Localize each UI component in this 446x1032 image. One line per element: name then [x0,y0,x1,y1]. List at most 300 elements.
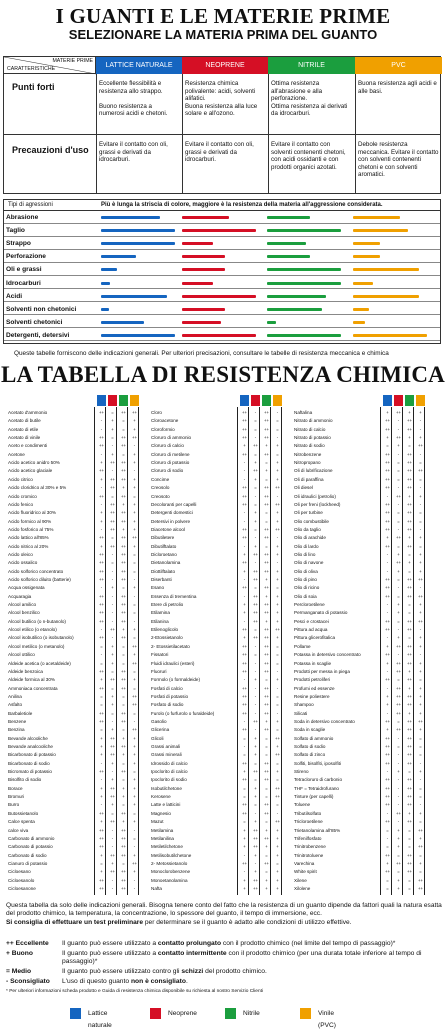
chem-rating: = [111,560,114,566]
chem-row [8,467,152,475]
chem-rating: ++ [99,577,104,582]
chem-rating: = [133,568,136,574]
chem-rating: + [111,660,114,666]
chem-name: Oli di paraffina [294,476,324,482]
chem-rating: - [243,543,246,549]
detail-note-tail: per determinare se il guanto è adatto alle condizioni di utilizzo effettive. [143,918,352,926]
chem-rating: = [111,668,114,674]
chem-rating: = [133,602,136,608]
chem-rating: ++ [242,802,247,808]
chem-rating: = [276,760,279,766]
chem-rating: - [243,468,246,474]
chem-rating: = [254,501,257,507]
materials-cell: Debole resistenza meccanica. Evitare il contatto con solventi contenenti chetoni e con solventi aromatici. [358,141,439,179]
chem-rating: = [133,610,136,616]
chem-row [294,760,438,768]
chem-row [8,434,152,442]
chem-row [151,501,295,509]
aggression-label: Acidi [6,292,23,300]
chem-rating: ++ [385,718,390,724]
chem-rating: + [133,819,136,825]
chem-rating: + [276,510,279,516]
chem-rating: = [397,869,400,875]
chem-rating: ++ [275,794,280,800]
corner-top-label: MATERIE PRIME [52,58,93,64]
chem-name: Barbaletiole [8,710,33,716]
chem-rating: = [254,426,257,432]
chem-rating: + [254,476,257,482]
chem-rating: - [100,802,103,808]
chem-rating: ++ [396,693,401,699]
chem-row [151,693,295,701]
chem-rating: + [254,744,257,749]
materials-cell: Evitare il contatto con solventi contenenti chetoni, con acidi ossidanti e con prodotti organici azotati. [271,141,346,171]
materials-cell: Eccellente flessibilità e resistenza allo strappo. Buono resistenza a numerosi acidi e chetoni. [99,80,168,118]
chem-rating: = [419,677,422,683]
chem-rating: = [111,810,114,816]
chem-rating: - [100,501,103,507]
chem-rating: = [254,777,257,783]
chem-rating: - [397,785,400,791]
chem-rating: ++ [99,560,104,566]
chem-row [8,768,152,776]
chem-name: Soda in scaglie [294,727,326,733]
rating-divider [391,407,392,895]
chem-rating: = [386,443,389,449]
chem-rating: - [111,635,114,641]
legend-text-bold: non è consigliato [130,978,186,985]
chem-rating: - [397,451,400,457]
chem-rating: + [397,835,400,841]
chem-rating: = [133,668,136,674]
aggression-row [4,278,440,290]
chem-rating: = [397,677,400,683]
chem-row [151,751,295,759]
chem-title: LA TABELLA DI RESISTENZA CHIMICA [1,362,445,387]
chem-rating: + [133,802,136,808]
rating-divider [270,407,271,895]
chem-rating: = [122,693,125,699]
chem-rating: - [100,627,103,633]
chem-rating: ++ [110,869,115,875]
chem-rating: = [276,693,279,699]
chem-rating: - [419,627,422,633]
chem-rating: + [397,610,400,616]
chem-rating: ++ [132,535,137,541]
chem-rating: ++ [121,885,126,891]
chem-row [8,718,152,726]
chem-name: Acido acetico glaciale [8,468,53,474]
chem-row [151,576,295,584]
chem-rating: + [133,585,136,591]
legend-text-post: con il prodotto chimico (nel limite del tempo di passaggio)* [221,940,396,947]
chem-name: calce viva [8,827,29,833]
chem-rating: + [419,835,422,841]
chem-row [151,484,295,492]
chem-name: Prodotti per messa in piega [294,668,350,674]
chem-row [294,601,438,609]
chem-rating: - [254,435,257,441]
chem-name: Olio di lardo [294,543,319,549]
chem-row [8,751,152,759]
chem-rating: ++ [407,735,412,741]
chem-rating: - [100,485,103,491]
chem-row [294,776,438,784]
chem-rating: ++ [385,426,390,432]
chem-rating: = [133,835,136,841]
chem-rating: = [276,802,279,808]
chem-rating: ++ [253,885,258,891]
aggression-row [4,238,440,250]
chem-rating: + [408,535,411,541]
chem-rating: ++ [418,593,423,599]
chem-row [151,818,295,826]
chem-row [151,676,295,684]
chem-row [294,801,438,809]
chem-rating: + [397,885,400,891]
chem-name: Trietanolamina all'85% [294,827,341,833]
chem-rating: ++ [99,685,104,691]
chem-rating: = [419,518,422,524]
chem-rating: = [122,451,125,457]
chem-rating: + [419,602,422,608]
chem-name: Metilanilina [151,835,174,841]
aggression-row [4,304,440,316]
chem-rating: ++ [121,677,126,683]
chem-row [8,484,152,492]
chem-rating: - [111,885,114,891]
chem-name: Pittura glicerofitalica [294,635,336,641]
chem-row [151,559,295,567]
chem-rating: + [419,668,422,674]
chem-name: Carbonato di potassio [8,844,53,850]
chem-rating: - [419,760,422,766]
resistance-bar [182,268,225,271]
chem-name: Alcool benzilico [8,610,40,616]
corner-bottom-label: CARATTERISTICHE [7,66,56,72]
chem-row [8,852,152,860]
chem-rating: + [276,885,279,891]
chem-rating: = [386,827,389,833]
chem-rating: + [276,852,279,858]
chem-rating: ++ [418,443,423,449]
chem-rating: ++ [253,635,258,641]
chem-name: Ammoniaca concentrata [8,685,58,691]
chem-name: Olio di lino [294,551,316,557]
chem-row [294,459,438,467]
chem-rating: + [276,551,279,557]
chem-rating: = [100,643,103,649]
chem-rating: + [276,827,279,833]
chem-row [151,860,295,868]
chem-name: Pittura ad acqua [294,627,328,633]
chem-rating: - [111,844,114,850]
chem-name: Fosfato di sodio [151,702,184,708]
chem-rating: ++ [121,718,126,724]
chem-rating: ++ [242,643,247,649]
chem-row [151,735,295,743]
chem-rating: ++ [99,602,104,608]
chem-rating: = [397,852,400,858]
chem-rating: = [386,877,389,883]
resistance-bar [267,216,310,219]
chem-rating: ++ [396,710,401,716]
chem-name: Resine poliestere [294,693,330,699]
chem-rating: = [254,526,257,532]
chem-rating: ++ [121,551,126,557]
resistance-bar [101,308,109,311]
chem-name: Mazut [151,819,164,825]
chem-name: Nitrato di ammonio [294,418,333,424]
chem-row [8,568,152,576]
chem-column [8,395,152,895]
chem-rating: + [397,635,400,641]
chem-rating: + [397,551,400,557]
chem-rating: ++ [418,468,423,474]
resistance-bar [182,255,225,258]
chem-rating: + [111,426,114,432]
chem-name: Carbonato di ammonio [8,835,55,841]
chem-rating: ++ [264,660,269,666]
chem-rating: + [265,718,268,724]
chem-rating: ++ [121,493,126,499]
chem-rating: ++ [242,435,247,441]
chem-rating: = [419,752,422,758]
chem-row [294,626,438,634]
chem-rating: ++ [385,501,390,507]
chem-rating: = [397,510,400,516]
rating-divider [105,407,106,895]
chem-rating: ++ [132,702,137,708]
chem-rating: ++ [385,526,390,532]
chem-rating: ++ [407,418,412,424]
chem-rating: = [265,460,268,466]
chem-rating: + [122,735,125,741]
chem-rating: + [100,735,103,741]
chem-name: Bicarbonato di potassio [8,752,56,758]
chem-row [8,618,152,626]
chem-name: Acido fluoridrico al 30% [8,510,57,516]
legend-key-label: Vinile (PVC) [318,1010,336,1029]
chem-row [8,543,152,551]
chem-rating: ++ [121,835,126,841]
legend-text [62,978,442,986]
chem-name: Creosoto [151,493,170,499]
chem-name: Varechina [294,860,315,866]
chem-rating: = [100,693,103,699]
chem-rating: ++ [99,710,104,716]
chem-name: Fluoruri [151,668,167,674]
chem-rating: - [243,869,246,875]
chem-rating: ++ [264,652,269,658]
chem-rating: = [408,551,411,557]
chem-rating: ++ [121,877,126,883]
chem-rating: = [276,643,279,649]
chem-rating: - [419,652,422,658]
material-swatch [251,395,260,406]
chem-name: Acetato di etile [8,426,39,432]
chem-rating: + [243,610,246,616]
chem-rating: + [100,744,103,749]
chem-rating: ++ [385,618,390,624]
chem-rating: + [133,476,136,482]
chem-rating: ++ [110,476,115,482]
rating-divider [402,407,403,895]
chem-rating: - [419,418,422,424]
chem-rating: ++ [242,418,247,424]
chem-rating: + [265,844,268,850]
chem-rating: ++ [99,610,104,616]
chem-rating: - [419,526,422,532]
chem-row [151,668,295,676]
chem-rating: ++ [385,735,390,741]
chem-row [151,660,295,668]
rating-divider [380,407,381,895]
chem-row [294,442,438,450]
chem-row [8,593,152,601]
chem-rating: ++ [110,852,115,858]
resistance-bar [267,308,322,311]
chem-rating: ++ [407,744,412,749]
chem-rating: = [265,752,268,758]
chem-rating: ++ [407,468,412,474]
chem-rating: ++ [264,727,269,733]
chem-rating: = [265,518,268,524]
chem-row [294,676,438,684]
chem-rating: - [386,610,389,616]
chem-rating: ++ [253,718,258,724]
chem-rating: + [276,677,279,683]
legend-key-label: Neoprene [168,1010,197,1017]
chem-rating: + [133,785,136,791]
chem-name: Oli idraulici (petrolio) [294,493,336,499]
chem-name: White spirit [294,869,317,875]
chem-row [151,551,295,559]
chem-rating: ++ [385,585,390,591]
chem-name: 2- Metossietanolo [151,860,188,866]
chem-rating: + [133,852,136,858]
chem-row [294,726,438,734]
chem-rating: - [243,677,246,683]
chem-rating: ++ [385,476,390,482]
chem-rating: ++ [264,860,269,866]
chem-rating: ++ [121,710,126,716]
chem-rating: - [100,777,103,783]
chem-row [151,701,295,709]
legend-text-post: del prodotto chimico. [203,968,267,975]
chem-rating: + [276,568,279,574]
resistance-bar [101,321,144,324]
chem-row [8,785,152,793]
chem-rating: ++ [121,410,126,415]
materials-cell: Resistenza chimica polivalente: acidi, solventi alifatici. Buona resistenza alla luce solare e all'ozono. [185,80,258,118]
chem-name: Detergenti domestici [151,510,193,516]
chem-rating: ++ [385,852,390,858]
chem-name: Olio di oliva [294,568,318,574]
chem-rating: - [254,727,257,733]
chem-rating: ++ [264,526,269,532]
chem-rating: = [122,760,125,766]
chem-rating: ++ [121,577,126,582]
chem-rating: = [122,426,125,432]
chem-row [294,451,438,459]
chem-rating: ++ [242,526,247,532]
chem-rating: + [397,844,400,850]
chem-row [151,584,295,592]
chem-row [294,434,438,442]
chem-rating: = [386,885,389,891]
chem-rating: - [133,618,136,624]
chem-rating: ++ [264,802,269,808]
chem-rating: = [276,451,279,457]
chem-row [8,735,152,743]
chem-rating: ++ [396,560,401,566]
chem-rating: ++ [121,510,126,516]
chem-name: Bicromato di potassio [8,769,52,775]
chem-rating: ++ [385,794,390,800]
chem-rating: + [133,526,136,532]
chem-row [151,568,295,576]
chem-rating: ++ [385,518,390,524]
chem-row [151,451,295,459]
chem-rating: ++ [396,410,401,415]
chem-rating: ++ [110,501,115,507]
chem-rating: ++ [385,777,390,783]
chem-name: Acetato di butile [8,418,41,424]
chem-rating: + [386,702,389,708]
chem-row [294,877,438,885]
chem-rating: + [243,635,246,641]
chem-rating: ++ [385,785,390,791]
resistance-bar [267,334,341,337]
chem-rating: + [265,443,268,449]
chem-rating: + [419,685,422,691]
resistance-bar [101,282,110,285]
chem-name: Metilamina [151,827,174,833]
chem-rating: + [419,660,422,666]
chem-rating: + [133,735,136,741]
chem-rating: + [100,518,103,524]
chem-name: Percloroetilene [294,602,325,608]
chem-rating: - [111,618,114,624]
chem-name: Trinitrotoluene [294,852,324,858]
chem-rating: + [133,510,136,516]
chem-rating: + [133,460,136,466]
chem-rating: ++ [385,677,390,683]
chem-name: Essenza di trementina [151,593,197,599]
chem-row [8,451,152,459]
chem-rating: ++ [253,827,258,833]
chem-rating: ++ [99,535,104,541]
detail-note-text: Questa tabella da solo delle indicazioni generali. Bisogna tenere conto del fatto che la resistenza di un guanto dipende da fattori quali la natura esatta del prodotto chimico, la temperatura, la concentrazione, lo spessore del guanto, il tempo di immersione, ecc. [6,902,442,918]
chem-rating: ++ [275,819,280,825]
chem-rating: ++ [407,426,412,432]
chem-name: Glicoli [151,735,164,741]
chem-rating: - [100,451,103,457]
chem-rating: ++ [385,744,390,749]
chem-row [294,818,438,826]
rating-divider [138,407,139,895]
chem-row [151,467,295,475]
chem-row [8,685,152,693]
resistance-bar [353,282,373,285]
chem-rating: ++ [99,718,104,724]
chem-name: Trinitrobenzene [294,844,326,850]
chem-name: Acido cloridrico al 30% e 5% [8,485,67,491]
chem-rating: + [133,760,136,766]
chem-row [151,593,295,601]
chem-rating: ++ [407,860,412,866]
